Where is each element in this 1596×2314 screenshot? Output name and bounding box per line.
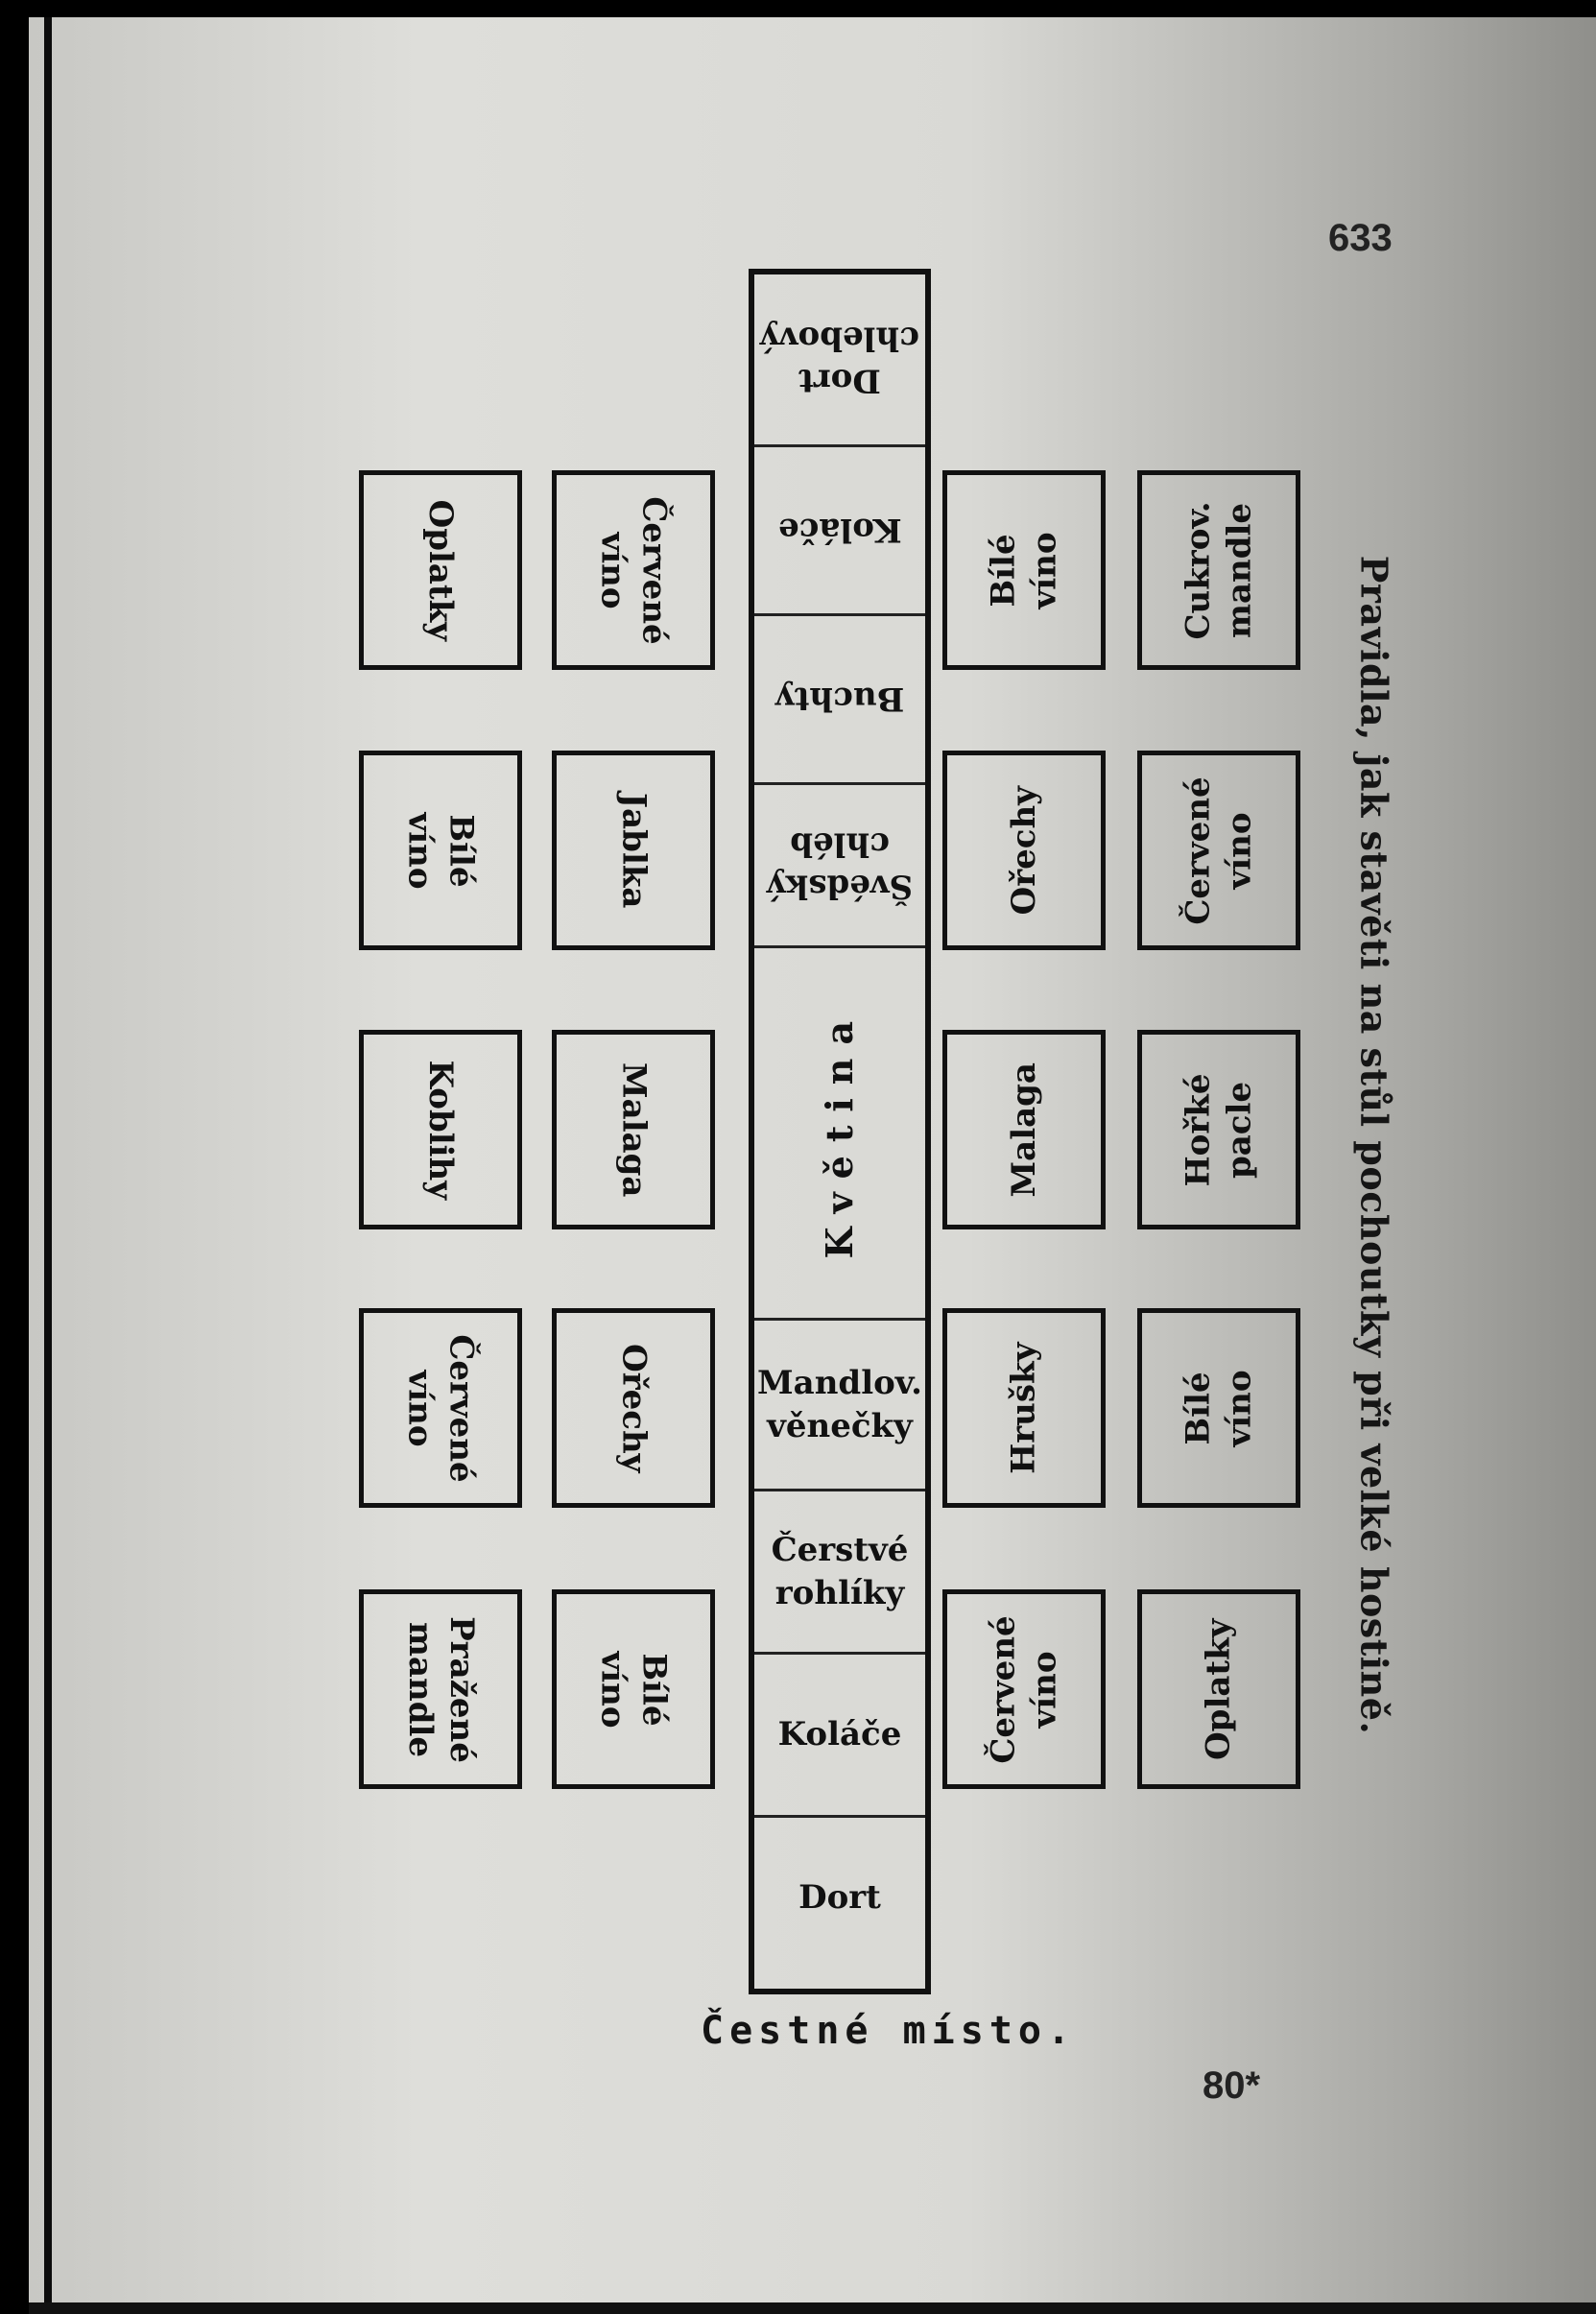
right-inner-box: [942, 470, 1106, 670]
center-cell: [754, 1818, 925, 1977]
center-cell-label: Květina: [818, 1007, 862, 1259]
center-cell-label: Dort: [798, 1877, 881, 1917]
page-title: [1346, 555, 1403, 1735]
book-page: [29, 17, 1596, 2314]
box-label: Pražené mandle: [401, 1615, 481, 1763]
box-label: Oplatky: [1199, 1618, 1238, 1760]
left-inner-box: [552, 1030, 715, 1229]
box-label: Ořechy: [1004, 785, 1043, 916]
page-title-text: Pravidla, jak stavěti na stůl pochoutky při velké hostině.: [1352, 555, 1396, 1735]
left-inner-box: [552, 1589, 715, 1789]
left-outer-box: [359, 470, 522, 670]
center-cell: [754, 948, 925, 1321]
box-label: Červené víno: [400, 1333, 481, 1483]
left-margin-rule: [44, 17, 52, 2314]
box-label: Červené víno: [1179, 775, 1258, 925]
center-cell-label: Koláče: [777, 1715, 902, 1754]
box-label: Hrušky: [1004, 1342, 1043, 1474]
page-number: 633: [1328, 217, 1393, 259]
center-cell-label: Koláče: [777, 511, 902, 550]
right-outer-box: [1137, 751, 1300, 950]
signature-mark: 80*: [1203, 2064, 1261, 2107]
box-label: Jablka: [614, 792, 654, 909]
left-inner-box: [552, 1308, 715, 1508]
right-outer-box: [1137, 1030, 1300, 1229]
box-label: Bílé víno: [1179, 1369, 1258, 1447]
right-inner-box: [942, 1589, 1106, 1789]
center-cell: [754, 616, 925, 785]
left-inner-box: [552, 751, 715, 950]
center-cell: [754, 447, 925, 616]
center-cell: [754, 1655, 925, 1818]
box-label: Koblihy: [421, 1060, 461, 1200]
right-inner-box: [942, 1030, 1106, 1229]
center-cell: [754, 1491, 925, 1655]
box-label: Malaga: [1004, 1062, 1043, 1198]
right-inner-box: [942, 751, 1106, 950]
center-cell-label: Buchty: [774, 680, 905, 719]
right-outer-box: [1137, 1589, 1300, 1789]
box-label: Malaga: [614, 1062, 654, 1198]
box-label: Bílé víno: [594, 1650, 674, 1729]
left-outer-box: [359, 1030, 522, 1229]
right-outer-box: [1137, 470, 1300, 670]
center-cell: [754, 785, 925, 948]
box-label: Hořké pacle: [1179, 1073, 1258, 1186]
center-cell-label: Čerstvé rohlíky: [771, 1531, 909, 1612]
center-cell-label: Švédský chléb: [766, 824, 914, 906]
box-label: Bílé víno: [401, 811, 481, 890]
table-center-column: [749, 269, 931, 1994]
box-label: Červené víno: [593, 495, 674, 645]
left-inner-box: [552, 470, 715, 670]
box-label: Červené víno: [984, 1614, 1063, 1764]
box-label: Ořechy: [614, 1343, 654, 1473]
left-outer-box: [359, 1308, 522, 1508]
box-label: Oplatky: [421, 499, 461, 641]
center-cell: [754, 1321, 925, 1491]
left-outer-box: [359, 751, 522, 950]
center-cell: [754, 274, 925, 447]
left-outer-box: [359, 1589, 522, 1789]
right-outer-box: [1137, 1308, 1300, 1508]
center-cell-label: Dort chlebový: [760, 319, 919, 400]
box-label: Bílé víno: [984, 531, 1063, 609]
caption-place-of-honour: Čestné místo.: [701, 2009, 1077, 2053]
center-cell-label: Mandlov. věnečky: [757, 1364, 922, 1445]
box-label: Cukrov. mandle: [1179, 500, 1258, 640]
bottom-margin-rule: [29, 2302, 1596, 2314]
right-inner-box: [942, 1308, 1106, 1508]
